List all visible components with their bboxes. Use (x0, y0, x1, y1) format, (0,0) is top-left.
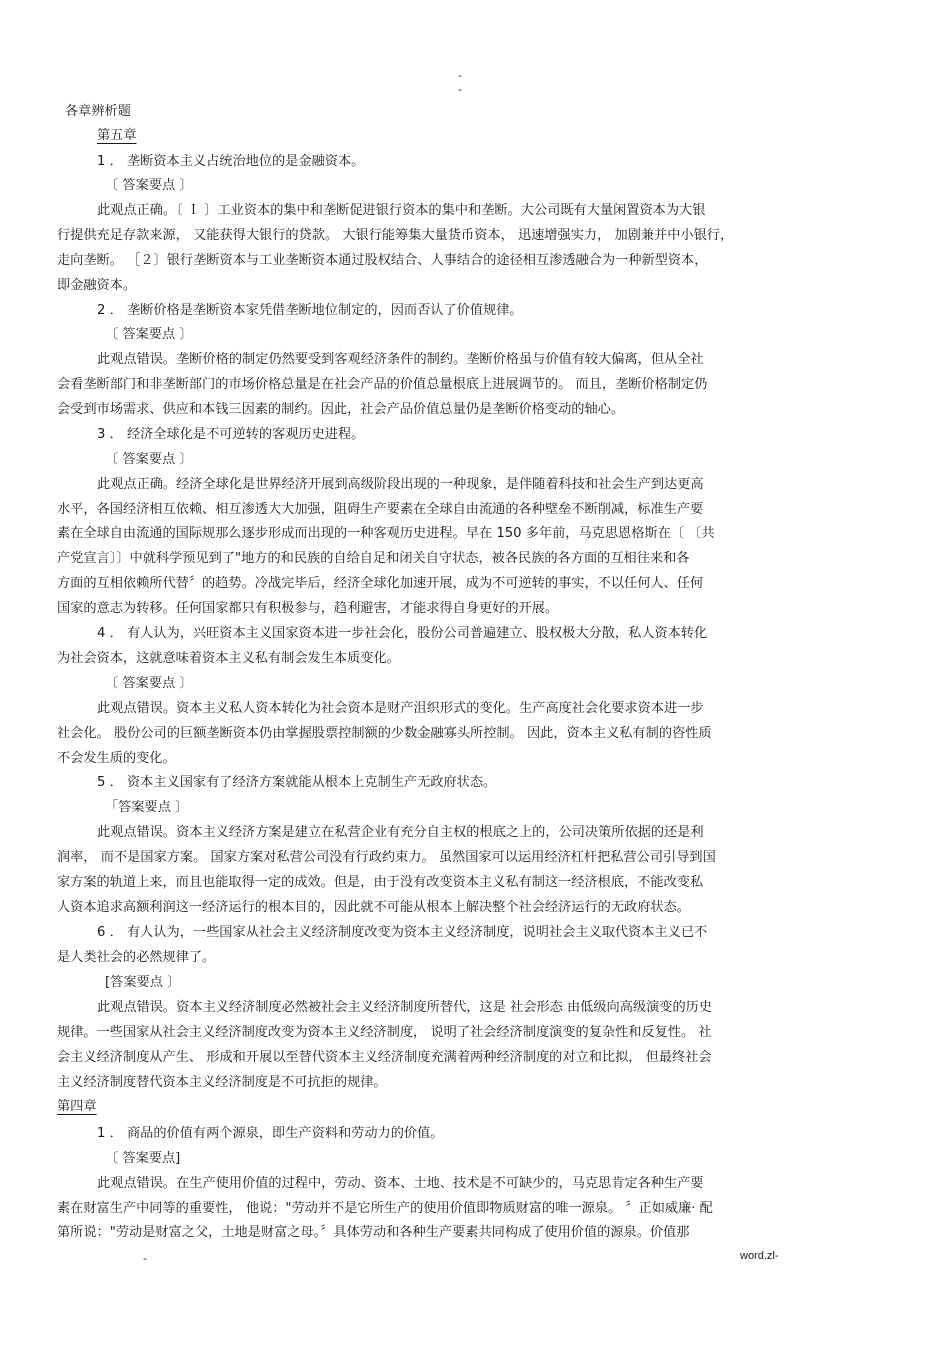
header-dash-bottom: - (458, 83, 462, 96)
header-dash-top: - (458, 69, 462, 82)
text-line: 第所说："劳动是财富之父，土地是财富之母。〞具体劳动和各种生产要素共同构成了使用价值的源泉。价值那 (57, 1225, 690, 1240)
text-line: 不会发生质的变化。 (57, 751, 176, 766)
text-line: 社会化。 股份公司的巨额垄断资本仍由掌握股票控制额的少数金融寡头所控制。 因此，资本主义私有制的咨性质 (57, 726, 712, 741)
text-line: 〔 答案要点 〕 (105, 452, 193, 467)
text-line: 3 ． 经济全球化是不可逆转的客观历史进程。 (97, 427, 365, 442)
chapter-heading: 第四章 (57, 1099, 97, 1114)
text-line: 会主义经济制度从产生、 形成和开展以至替代资本主义经济制度充满着两种经济制度的对立和比拟， 但最终社会 (57, 1050, 712, 1065)
text-line: 素在财富生产中同等的重要性， 他说："劳动并不是它所生产的使用价值即物质财富的唯一源泉。 〞正如威廉· 配 (57, 1201, 713, 1216)
document-title: 各章辨析题 (65, 104, 131, 119)
text-line: 2 ． 垄断价格是垄断资本家凭借垄断地位制定的，因而否认了价值规律。 (97, 303, 523, 318)
text-line: 此观点错误。资本主义经济方案是建立在私营企业有充分自主权的根底之上的，公司决策所依据的还是利 (97, 825, 704, 840)
text-line: 〔 答案要点 〕 (105, 327, 193, 342)
text-line: 主义经济制度替代资本主义经济制度是不可抗拒的规律。 (57, 1075, 387, 1090)
text-line: 4 ． 有人认为，兴旺资本主义国家资本进一步社会化，股份公司普遍建立、股权极大分散，私人资本转化 (97, 626, 708, 641)
text-line: 人资本追求高额利润这一经济运行的根本目的，因此就不可能从根本上解决整个社会经济运行的无政府状态。 (57, 900, 690, 915)
text-line: [答案要点 〕 (105, 975, 181, 990)
chapter-heading: 第五章 (97, 128, 137, 143)
text-line: 此观点错误。资本主义经济制度必然被社会主义经济制度所替代，这是 社会形态 由低级向高级演变的历史 (97, 1000, 713, 1015)
footer-left: - (143, 1252, 147, 1265)
text-line: 走向垄断。 ［２〕银行垄断资本与工业垄断资本通过股权结合、人事结合的途径相互渗透融合为一种新型资本， (57, 253, 708, 268)
text-line: 润率， 而不是国家方案。 国家方案对私营公司没有行政约束力。 虽然国家可以运用经济杠杆把私营公司引导到国 (57, 850, 716, 865)
text-line: 家方案的轨道上来，而且也能取得一定的成效。但是，由于没有改变资本主义私有制这一经济根底，不能改变私 (57, 875, 704, 890)
text-line: 5 ． 资本主义国家有了经济方案就能从根本上克制生产无政府状态。 (97, 775, 497, 790)
text-line: 水平，各国经济相互依赖、相互渗透大大加强，阻碍生产要素在全球自由流通的各种壁垒不断削减，标准生产要 (57, 502, 704, 517)
text-line: 方面的互相依赖所代替〞的趋势。冷战完毕后，经济全球化加速开展，成为不可逆转的事实，不以任何人、任何 (57, 576, 704, 591)
text-line: 国家的意志为转移。任何国家都只有积极参与，趋利避害，才能求得自身更好的开展。 (57, 601, 559, 616)
text-line: 行提供充足存款来源， 又能获得大银行的贷款。 大银行能筹集大量货币资本， 迅速增强实力， 加剧兼并中小银行， (57, 228, 734, 243)
text-line: 是人类社会的必然规律了。 (57, 950, 216, 965)
text-line: 素在全球自由流通的国际规那么逐步形成而出现的一种客观历史进程。早在 150 多年前，马克思恩格斯在〔 〔共 (57, 526, 715, 541)
text-line: 此观点正确。〔 Ｉ 〕工业资本的集中和垄断促进银行资本的集中和垄断。大公司既有大量闲置资本为大银 (97, 203, 706, 218)
text-line: 会看垄断部门和非垄断部门的市场价格总量是在社会产品的价值总量根底上进展调节的。 而且，垄断价格制定仍 (57, 377, 708, 392)
text-line: 〔 答案要点] (105, 1151, 181, 1166)
text-line: 产党宣言〕〕中就科学预见到了"地方的和民族的自给自足和闭关自守状态，被各民族的各方面的互相往来和各 (57, 551, 690, 566)
footer-right: word.zl- (740, 1250, 779, 1262)
text-line: 规律。一些国家从社会主义经济制度改变为资本主义经济制度， 说明了社会经济制度演变的复杂性和反复性。 社 (57, 1025, 712, 1040)
text-line: 1 ． 垄断资本主义占统治地位的是金融资本。 (97, 154, 365, 169)
text-line: 6 ． 有人认为，一些国家从社会主义经济制度改变为资本主义经济制度，说明社会主义取代资本主义已不 (97, 925, 708, 940)
text-line: 此观点正确。经济全球化是世界经济开展到高级阶段出现的一种现象，是伴随着科技和社会生产到达更高 (97, 477, 704, 492)
text-line: 1 ． 商品的价值有两个源泉，即生产资料和劳动力的价值。 (97, 1126, 444, 1141)
text-line: 此观点错误。在生产使用价值的过程中，劳动、资本、土地、技术是不可缺少的，马克思肯定各种生产要 (97, 1176, 704, 1191)
text-line: 〔 答案要点 〕 (105, 676, 193, 691)
text-line: 即金融资本。 (57, 278, 137, 293)
text-line: 「答案要点 〕 (105, 800, 189, 815)
text-line: 会受到市场需求、供应和本钱三因素的制约。因此，社会产品价值总量仍是垄断价格变动的轴心。 (57, 402, 625, 417)
text-line: 此观点错误。垄断价格的制定仍然要受到客观经济条件的制约。垄断价格虽与价值有较大偏离，但从全社 (97, 352, 704, 367)
text-line: 为社会资本，这就意味着资本主义私有制会发生本质变化。 (57, 651, 400, 666)
text-line: 此观点错误。资本主义私人资本转化为社会资本是财产沮织形式的变化。生产高度社会化要求资本进一步 (97, 701, 704, 716)
text-line: 〔 答案要点 〕 (105, 178, 193, 193)
